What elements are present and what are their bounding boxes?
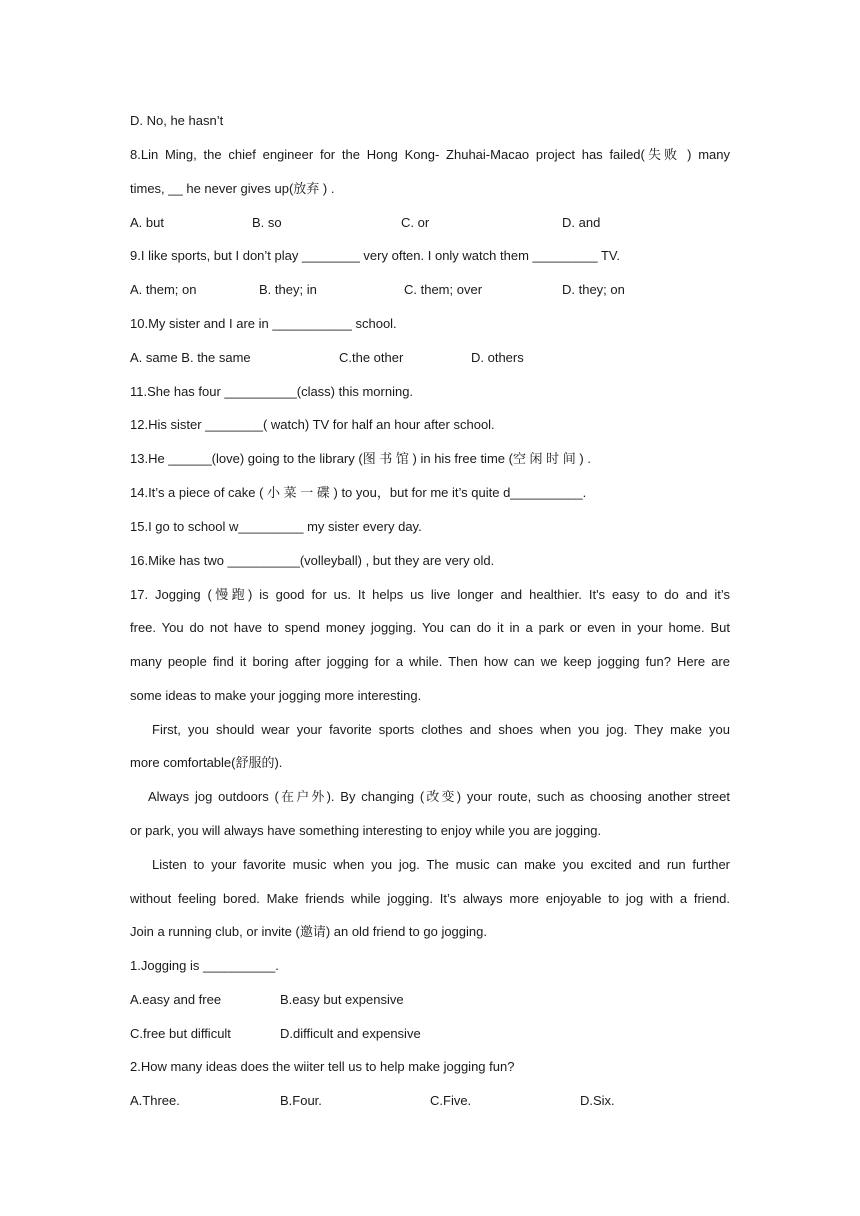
passage-p4-line2: without feeling bored. Make friends while jogging. It’s always more enjoyable to jog with a friend. (130, 891, 730, 906)
q9-option-d: D. they; on (562, 282, 625, 297)
q11: 11.She has four __________(class) this morning. (130, 384, 414, 399)
reading-q1-option-a: A.easy and free (130, 992, 222, 1007)
q8-option-d: D. and (562, 215, 601, 230)
reading-q1-option-c: C.free but difficult (130, 1026, 231, 1041)
passage-p4-line3: Join a running club, or invite (邀请) an old friend to go jogging. (130, 924, 487, 939)
reading-q1: 1.Jogging is __________. (130, 958, 279, 973)
q8-stem-line1: 8.Lin Ming, the chief engineer for the Hong Kong- Zhuhai-Macao project has failed(失败 ) many (130, 147, 730, 162)
reading-q2-option-a: A.Three. (130, 1093, 180, 1108)
reading-q1-option-d: D.difficult and expensive (280, 1026, 421, 1041)
q14: 14.It’s a piece of cake ( 小 菜 一 碟 ) to you，but for me it’s quite d__________. (130, 485, 587, 500)
passage-p3-line1: Always jog outdoors (在户外). By changing (改变) your route, such as choosing another street (148, 789, 730, 804)
q13: 13.He ______(love) going to the library (图 书 馆 ) in his free time (空 闲 时 间 ) . (130, 451, 591, 466)
reading-q2-option-d: D.Six. (580, 1093, 615, 1108)
q10-option-ab: A. same B. the same (130, 350, 251, 365)
q9-option-c: C. them; over (404, 282, 483, 297)
q15: 15.I go to school w_________ my sister every day. (130, 519, 422, 534)
q8-option-c: C. or (401, 215, 430, 230)
passage-p1-line4: some ideas to make your jogging more interesting. (130, 688, 422, 703)
passage-p1-line1: 17. Jogging (慢跑) is good for us. It helps us live longer and healthier. It's easy to do and it’s (130, 587, 730, 602)
q9-option-b: B. they; in (259, 282, 317, 297)
q8-option-b: B. so (252, 215, 282, 230)
reading-q1-option-b: B.easy but expensive (280, 992, 404, 1007)
passage-p1-line3: many people find it boring after jogging for a while. Then how can we keep jogging fun? Here are (130, 654, 730, 669)
q8-stem-line2: times, __ he never gives up(放弃 ) . (130, 181, 335, 196)
q9-option-a: A. them; on (130, 282, 197, 297)
q8-option-a: A. but (130, 215, 164, 230)
passage-p1-line2: free. You do not have to spend money jogging. You can do it in a park or even in your home. But (130, 620, 730, 635)
q12: 12.His sister ________( watch) TV for half an hour after school. (130, 417, 495, 432)
q16: 16.Mike has two __________(volleyball) , but they are very old. (130, 553, 495, 568)
q10-stem: 10.My sister and I are in ___________ school. (130, 316, 397, 331)
reading-q2-option-b: B.Four. (280, 1093, 322, 1108)
reading-q2-option-c: C.Five. (430, 1093, 472, 1108)
reading-q2: 2.How many ideas does the wiiter tell us to help make jogging fun? (130, 1059, 515, 1074)
passage-p3-line2: or park, you will always have something interesting to enjoy while you are jogging. (130, 823, 602, 838)
q7-option-d: D. No, he hasn’t (130, 113, 224, 128)
passage-p2-line1: First, you should wear your favorite sports clothes and shoes when you jog. They make you (152, 722, 730, 737)
passage-p4-line1: Listen to your favorite music when you jog. The music can make you excited and run further (152, 857, 730, 872)
passage-p2-line2: more comfortable(舒服的). (130, 755, 283, 770)
q10-option-d: D. others (471, 350, 524, 365)
q10-option-c: C.the other (339, 350, 404, 365)
q9-stem: 9.I like sports, but I don’t play ________ very often. I only watch them _________ TV. (130, 248, 620, 263)
